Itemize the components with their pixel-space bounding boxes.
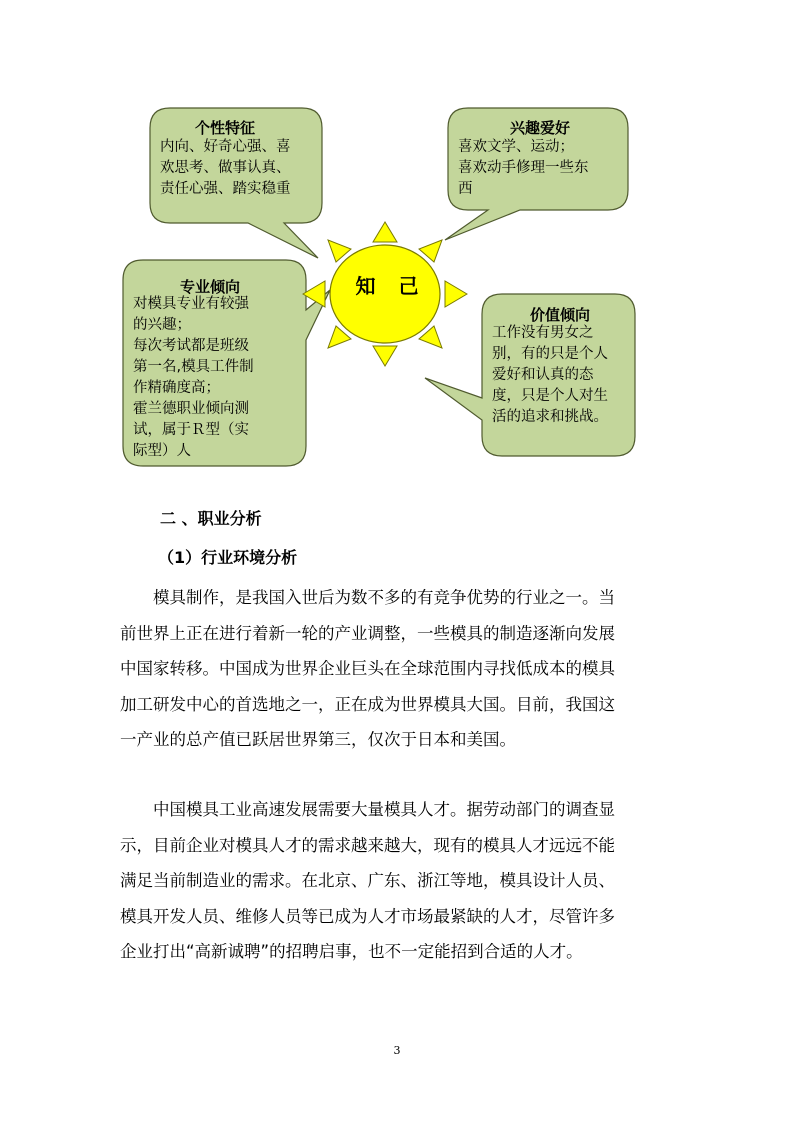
paragraph-line: 中国家转移。中国成为世界企业巨头在全球范围内寻找低成本的模具 bbox=[120, 659, 615, 679]
interests-text bbox=[458, 137, 589, 200]
paragraph-1 bbox=[120, 580, 680, 758]
center-label: 知 己 bbox=[355, 274, 427, 298]
personality-line: 责任心强、踏实稳重 bbox=[160, 181, 291, 197]
major-line: 霍兰德职业倾向测 bbox=[133, 401, 249, 417]
personality-text bbox=[160, 137, 291, 200]
values-line: 别，有的只是个人 bbox=[492, 346, 608, 362]
major-line: 的兴趣； bbox=[133, 317, 191, 333]
values-text bbox=[492, 323, 608, 428]
paragraph-line: 示，目前企业对模具人才的需求越来越大，现有的模具人才远远不能 bbox=[120, 835, 615, 855]
paragraph-2 bbox=[120, 792, 680, 970]
paragraph-line: 一产业的总产值已跃居世界第三，仅次于日本和美国。 bbox=[120, 730, 516, 750]
major-title: 专业倾向 bbox=[179, 278, 240, 296]
page-number: 3 bbox=[393, 1044, 401, 1057]
section-heading: 二 、职业分析 bbox=[160, 509, 262, 528]
self-knowledge-diagram bbox=[0, 0, 794, 500]
major-line: 际型）人 bbox=[133, 443, 191, 459]
values-line: 活的追求和挑战。 bbox=[492, 409, 608, 425]
major-line: 每次考试都是班级 bbox=[133, 338, 249, 354]
interests-line: 喜欢文学、运动； bbox=[458, 139, 574, 155]
personality-line: 欢思考、做事认真、 bbox=[160, 160, 291, 176]
paragraph-line: 模具制作，是我国入世后为数不多的有竞争优势的行业之一。当 bbox=[120, 588, 615, 607]
paragraph-line: 加工研发中心的首选地之一，正在成为世界模具大国。目前，我国这 bbox=[120, 694, 615, 714]
major-line: 作精确度高； bbox=[133, 380, 220, 396]
personality-line: 内向、好奇心强、喜 bbox=[160, 139, 291, 155]
paragraph-line: 中国模具工业高速发展需要大量模具人才。据劳动部门的调查显 bbox=[120, 800, 615, 819]
major-line: 第一名,模具工件制 bbox=[133, 359, 254, 375]
major-line: 试，属于Ｒ型（实 bbox=[133, 422, 249, 438]
section-subheading: （1）行业环境分析 bbox=[158, 548, 298, 567]
interests-line: 西 bbox=[458, 181, 473, 197]
paragraph-line: 模具开发人员、维修人员等已成为人才市场最紧缺的人才，尽管许多 bbox=[120, 906, 615, 926]
interests-line: 喜欢动手修理一些东 bbox=[458, 160, 589, 176]
values-line: 爱好和认真的态 bbox=[492, 367, 594, 383]
values-title: 价值倾向 bbox=[529, 306, 590, 324]
personality-title: 个性特征 bbox=[194, 119, 255, 137]
major-line: 对模具专业有较强 bbox=[133, 296, 249, 312]
interests-title: 兴趣爱好 bbox=[509, 119, 570, 137]
paragraph-line: 企业打出“高新诚聘”的招聘启事，也不一定能招到合适的人才。 bbox=[120, 942, 583, 962]
paragraph-line: 满足当前制造业的需求。在北京、广东、浙江等地，模具设计人员、 bbox=[120, 871, 615, 891]
major-text bbox=[133, 294, 254, 462]
values-line: 工作没有男女之 bbox=[492, 325, 594, 341]
values-line: 度，只是个人对生 bbox=[492, 388, 608, 404]
paragraph-line: 前世界上正在进行着新一轮的产业调整，一些模具的制造逐渐向发展 bbox=[120, 623, 615, 643]
